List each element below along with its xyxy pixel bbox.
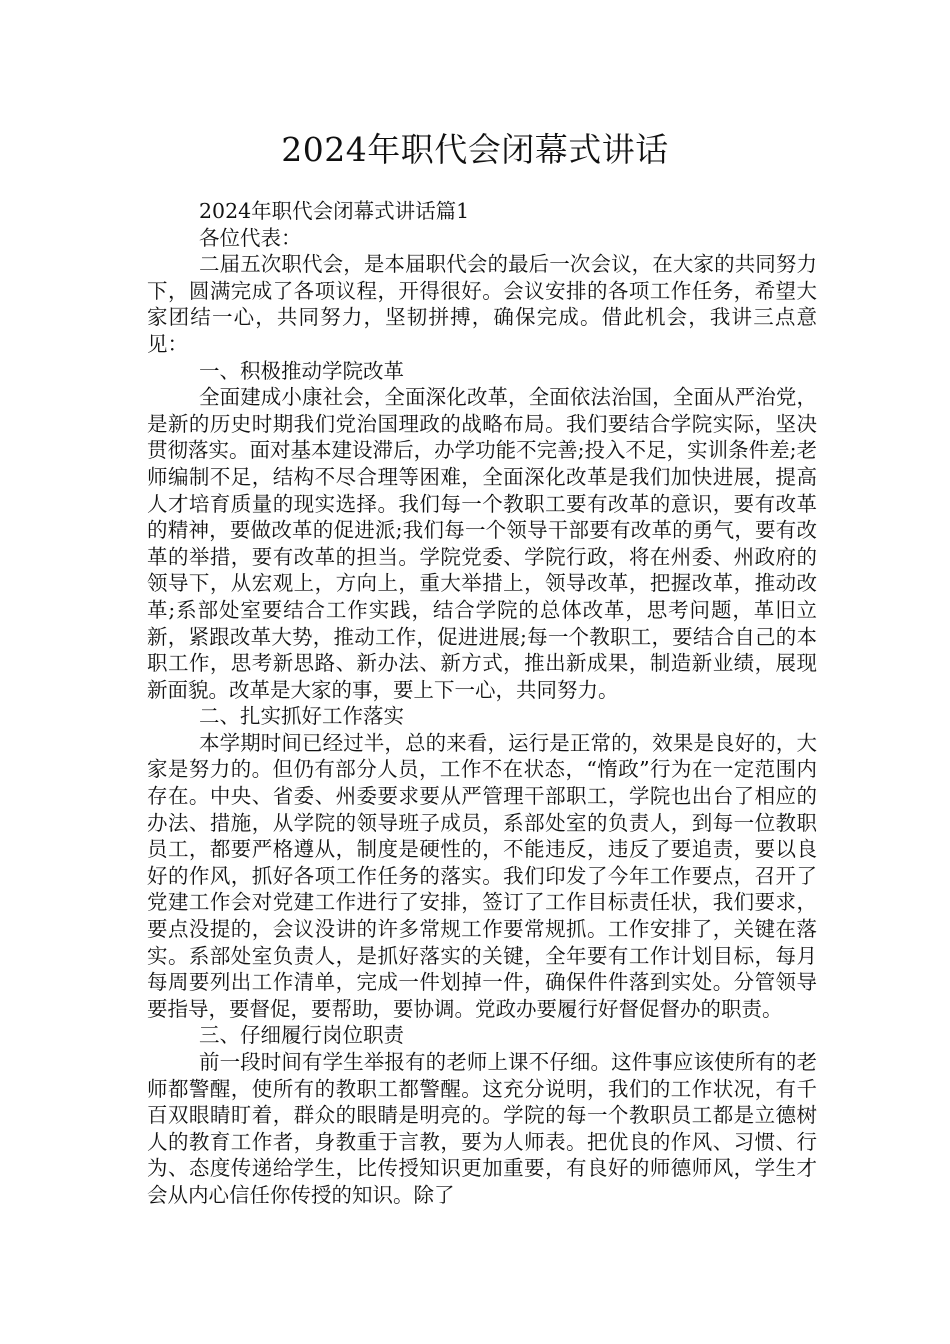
article-subtitle: 2024年职代会闭幕式讲话篇1 — [199, 199, 470, 223]
section-heading-implementation: 二、扎实抓好工作落实 — [199, 704, 404, 729]
section-body-implementation: 本学期时间已经过半，总的来看，运行是正常的，效果是良好的，大家是努力的。但仍有部分人员，工作不在状态，“惰政”行为在一定范围内存在。中央、省委、州委要求要从严管理干部职工，学院也出台了相应的办法、措施，从学院的领导班子成员，系部处室的负责人，到每一位教职员工，都要严格遵从，制度是硬性的，不能违反，违反了要追责，要以良好的作风，抓好各项工作任务的落实。我们印发了今年工作要点，召开了党建工作会对党建工作进行了安排，签订了工作目标责任状，我们要求，要点没提的，会议没讲的许多常规工作要常规抓。工作安排了，关键在落实。系部处室负责人，是抓好落实的关键，全年要有工作计划目标，每月每周要列出工作清单，完成一件划掉一件，确保件件落到实处。分管领导要指导，要督促，要帮助，要协调。党政办要履行好督促督办的职责。 — [147, 730, 817, 1021]
section-heading-reform: 一、积极推动学院改革 — [199, 358, 404, 383]
intro-paragraph: 二届五次职代会，是本届职代会的最后一次会议，在大家的共同努力下，圆满完成了各项议程，开得很好。会议安排的各项工作任务，希望大家团结一心，共同努力，坚韧拼搏，确保完成。借此机会，我讲三点意见： — [147, 252, 817, 356]
section-heading-duties: 三、仔细履行岗位职责 — [199, 1023, 404, 1048]
salutation: 各位代表： — [199, 225, 302, 250]
section-body-reform: 全面建成小康社会，全面深化改革，全面依法治国，全面从严治党，是新的历史时期我们党治国理政的战略布局。我们要结合学院实际，坚决贯彻落实。面对基本建设滞后，办学功能不完善;投入不足，实训条件差;老师编制不足，结构不尽合理等困难，全面深化改革是我们加快进展，提高人才培育质量的现实选择。我们每一个教职工要有改革的意识，要有改革的精神，要做改革的促进派;我们每一个领导干部要有改革的勇气，要有改革的举措，要有改革的担当。学院党委、学院行政，将在州委、州政府的领导下，从宏观上，方向上，重大举措上，领导改革，把握改革，推动改革;系部处室要结合工作实践，结合学院的总体改革，思考问题，革旧立新，紧跟改革大势，推动工作，促进进展;每一个教职工，要结合自己的本职工作，思考新思路、新办法、新方式，推出新成果，制造新业绩，展现新面貌。改革是大家的事，要上下一心，共同努力。 — [147, 385, 817, 702]
section-body-duties: 前一段时间有学生举报有的老师上课不仔细。这件事应该使所有的老师都警醒，使所有的教职工都警醒。这充分说明，我们的工作状况，有千百双眼睛盯着，群众的眼睛是明亮的。学院的每一个教职员工都是立德树人的教育工作者，身教重于言教，要为人师表。把优良的作风、习惯、行为、态度传递给学生，比传授知识更加重要，有良好的师德师风，学生才会从内心信任你传授的知识。除了 — [147, 1050, 817, 1207]
document-body — [147, 198, 817, 1209]
document-title: 2024年职代会闭幕式讲话 — [281, 130, 669, 169]
